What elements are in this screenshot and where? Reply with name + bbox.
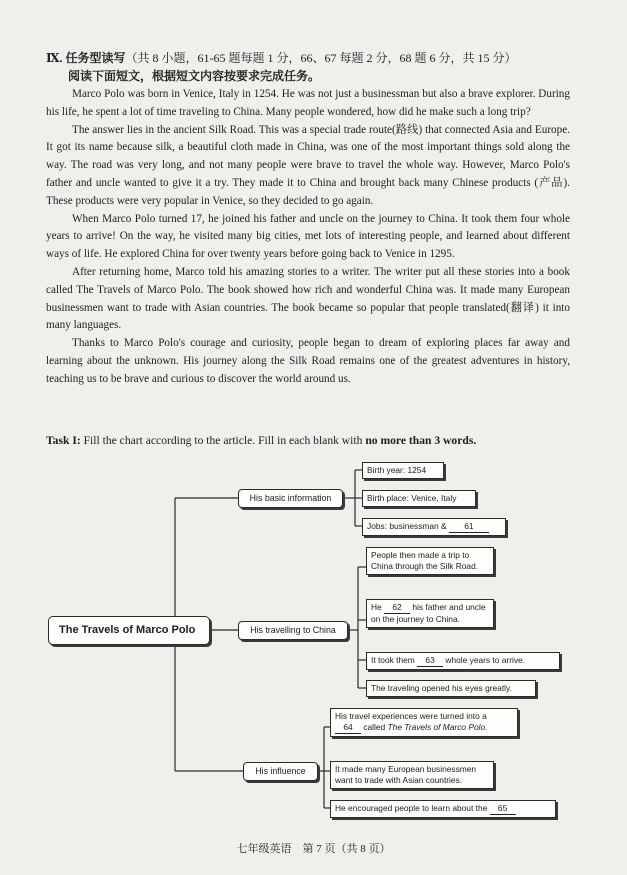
exp-called: called xyxy=(363,722,386,732)
he-prefix: He xyxy=(371,602,382,612)
paragraph: Marco Polo was born in Venice, Italy in 1254. He was not just a businessman but also a brave explorer. During his life, he spent a lot of time traveling to China. Many people wondered, how did he make such a long trip? xyxy=(46,88,570,118)
leaf-four-years xyxy=(366,652,560,670)
exp-prefix: His travel experiences were turned into a xyxy=(335,711,487,721)
leaf-birth-place: Birth place: Venice, Italy xyxy=(362,490,476,507)
leaf-jobs xyxy=(362,518,506,536)
section-instruction: 阅读下面短文，根据短文内容按要求完成任务。 xyxy=(68,69,321,83)
paragraph: When Marco Polo turned 17, he joined his father and uncle on the journey to China. It took them four whole years to arrive! On the way, he visited many big cities, met lots of interesting people, and learned about different ways of life. He explored China for over twenty years before going back to Venice in 1295. xyxy=(46,212,570,261)
branch-travelling-to-china: His travelling to China xyxy=(238,621,348,640)
book-title: The Travels of Marco Polo. xyxy=(387,722,488,732)
he-suffix: his father and uncle on the journey to China. xyxy=(371,602,486,624)
blank-63[interactable]: 63 xyxy=(417,655,443,667)
paragraph: After returning home, Marco told his amazing stories to a writer. The writer put all these stories into a book called The Travels of Marco Polo. The book showed how rich and wonderful China was. It made many European businessmen want to trade with Asian countries. The book became so popular that people translated(翻译) it into many languages. xyxy=(46,265,570,332)
took-suffix: whole years to arrive. xyxy=(445,655,526,665)
mind-map-root: The Travels of Marco Polo xyxy=(48,616,210,645)
blank-64[interactable]: 64 xyxy=(335,722,361,734)
paragraph: Thanks to Marco Polo's courage and curiosity, people began to dream of exploring places far away and learning about the unknown. His journey along the Silk Road remains one of the greatest adventures in history, teaching us to be brave and curious to discover the world around us. xyxy=(46,337,570,385)
paragraph: The answer lies in the ancient Silk Road. This was a special trade route(路线) that connected Asia and Europe. It got its name because silk, a beautiful cloth made in China, was one of the most important things sold along the way. The road was very long, and not many people were brave to travel the whole way. However, Marco Polo's father and uncle wanted to give it a try. They made it to China and brought back many Chinese products (产品). These products were very popular in Venice, so they decided to go again. xyxy=(46,123,570,207)
task-text: Fill the chart according to the article. Fill in each blank with xyxy=(83,434,363,447)
mind-map-chart xyxy=(0,455,627,835)
task-label: Task I: xyxy=(46,434,81,447)
leaf-european-businessmen: It made many European businessmen want to trade with Asian countries. xyxy=(330,761,494,789)
leaf-encouraged xyxy=(330,800,556,818)
leaf-opened-eyes: The traveling opened his eyes greatly. xyxy=(366,680,536,697)
leaf-joined-journey xyxy=(366,599,494,628)
leaf-silk-road-trip: People then made a trip to China through the Silk Road. xyxy=(366,547,494,575)
blank-61[interactable]: 61 xyxy=(449,521,489,533)
section-heading xyxy=(46,50,606,67)
section-scoring: （共 8 小题，61-65 题每题 1 分，66、67 每题 2 分，68 题 6 分，共 15 分） xyxy=(125,51,517,65)
took-prefix: It took them xyxy=(371,655,415,665)
section-title: 任务型读写 xyxy=(65,51,126,65)
leaf-book xyxy=(330,708,518,737)
branch-influence: His influence xyxy=(243,762,318,781)
task-instruction xyxy=(46,433,476,449)
jobs-prefix: Jobs: businessman & xyxy=(367,521,447,531)
branch-basic-information: His basic information xyxy=(238,489,343,508)
blank-62[interactable]: 62 xyxy=(384,602,410,614)
blank-65[interactable]: 65 xyxy=(490,803,516,815)
leaf-birth-year: Birth year: 1254 xyxy=(362,462,444,479)
task-limit: no more than 3 words. xyxy=(365,434,477,447)
section-number: Ⅸ. xyxy=(46,51,63,65)
encouraged-prefix: He encouraged people to learn about the xyxy=(335,803,488,813)
page-footer: 七年级英语 第 7 页（共 8 页） xyxy=(236,843,391,855)
reading-passage xyxy=(46,86,570,389)
